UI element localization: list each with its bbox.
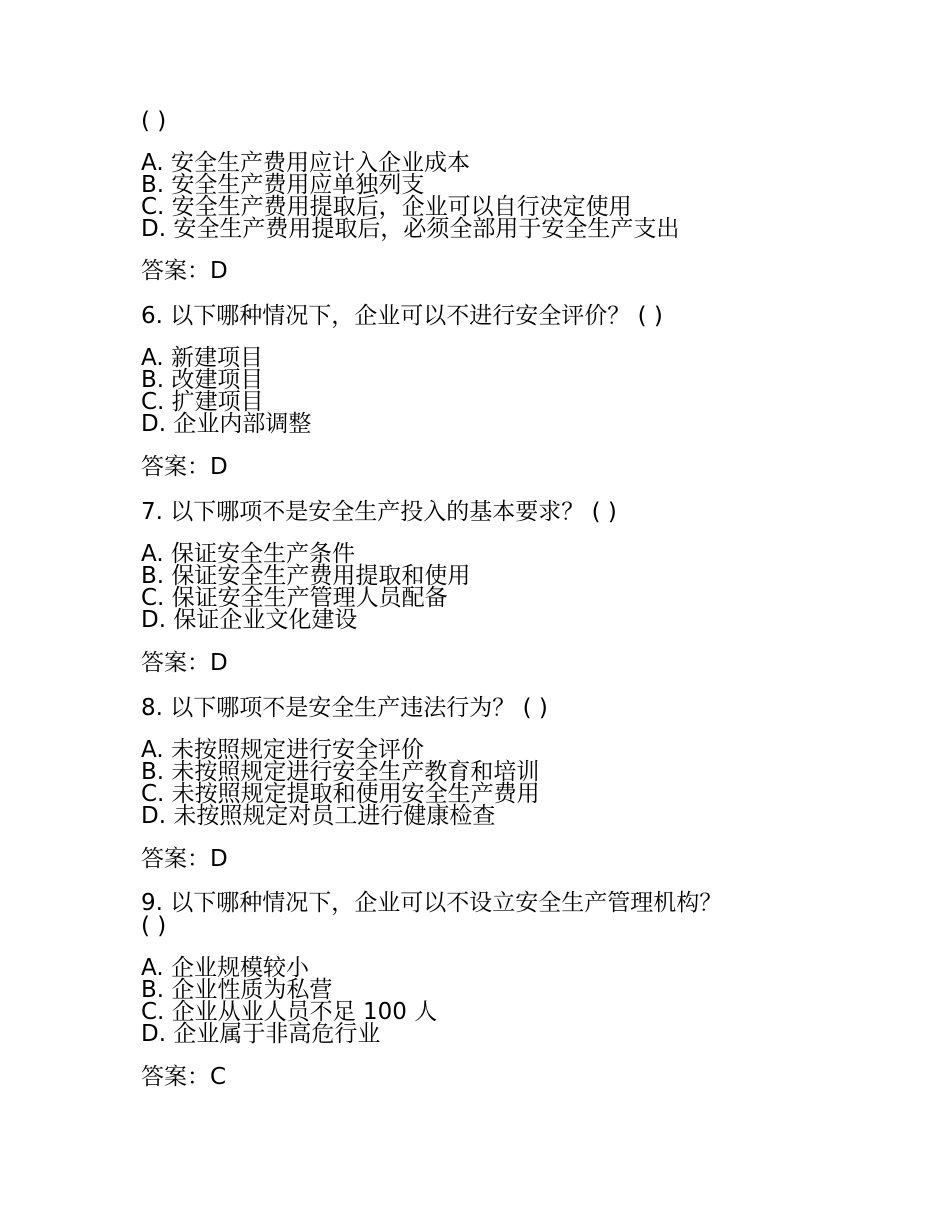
question-5-option-b: B. 安全生产费用应单独列支 [141,172,425,198]
question-7-option-d: D. 保证企业文化建设 [141,607,358,633]
question-8-option-b: B. 未按照规定进行安全生产教育和培训 [141,759,540,785]
question-6-option-d: D. 企业内部调整 [141,411,312,437]
question-9-option-c: C. 企业从业人员不足 100 人 [141,999,438,1025]
question-5-tail: ( ) [141,108,167,134]
question-9-option-d: D. 企业属于非高危行业 [141,1021,381,1047]
question-5-option-d: D. 安全生产费用提取后，必须全部用于安全生产支出 [141,216,680,242]
question-9-option-b: B. 企业性质为私营 [141,977,333,1003]
question-8-option-d: D. 未按照规定对员工进行健康检查 [141,803,496,829]
question-5-option-c: C. 安全生产费用提取后，企业可以自行决定使用 [141,194,632,220]
question-7-option-a: A. 保证安全生产条件 [141,541,355,567]
question-8-option-c: C. 未按照规定提取和使用安全生产费用 [141,781,540,807]
question-8-option-a: A. 未按照规定进行安全评价 [141,737,424,763]
question-6-option-c: C. 扩建项目 [141,389,264,415]
question-6-answer: 答案：D [141,454,228,480]
question-9-text-line1: 9. 以下哪种情况下，企业可以不设立安全生产管理机构？ [141,890,723,916]
question-6-option-b: B. 改建项目 [141,367,264,393]
question-7-text: 7. 以下哪项不是安全生产投入的基本要求？ ( ) [141,499,617,525]
question-6-text: 6. 以下哪种情况下，企业可以不进行安全评价？ ( ) [141,303,663,329]
question-7-option-c: C. 保证安全生产管理人员配备 [141,585,448,611]
question-8-text: 8. 以下哪项不是安全生产违法行为？ ( ) [141,695,548,721]
question-5-answer: 答案：D [141,258,228,284]
question-7-answer: 答案：D [141,650,228,676]
question-9-option-a: A. 企业规模较小 [141,955,309,981]
question-7-option-b: B. 保证安全生产费用提取和使用 [141,563,471,589]
question-9-text-line2: ( ) [141,913,167,939]
question-5-option-a: A. 安全生产费用应计入企业成本 [141,150,470,176]
question-6-option-a: A. 新建项目 [141,345,263,371]
question-8-answer: 答案：D [141,846,228,872]
question-9-answer: 答案：C [141,1064,227,1090]
